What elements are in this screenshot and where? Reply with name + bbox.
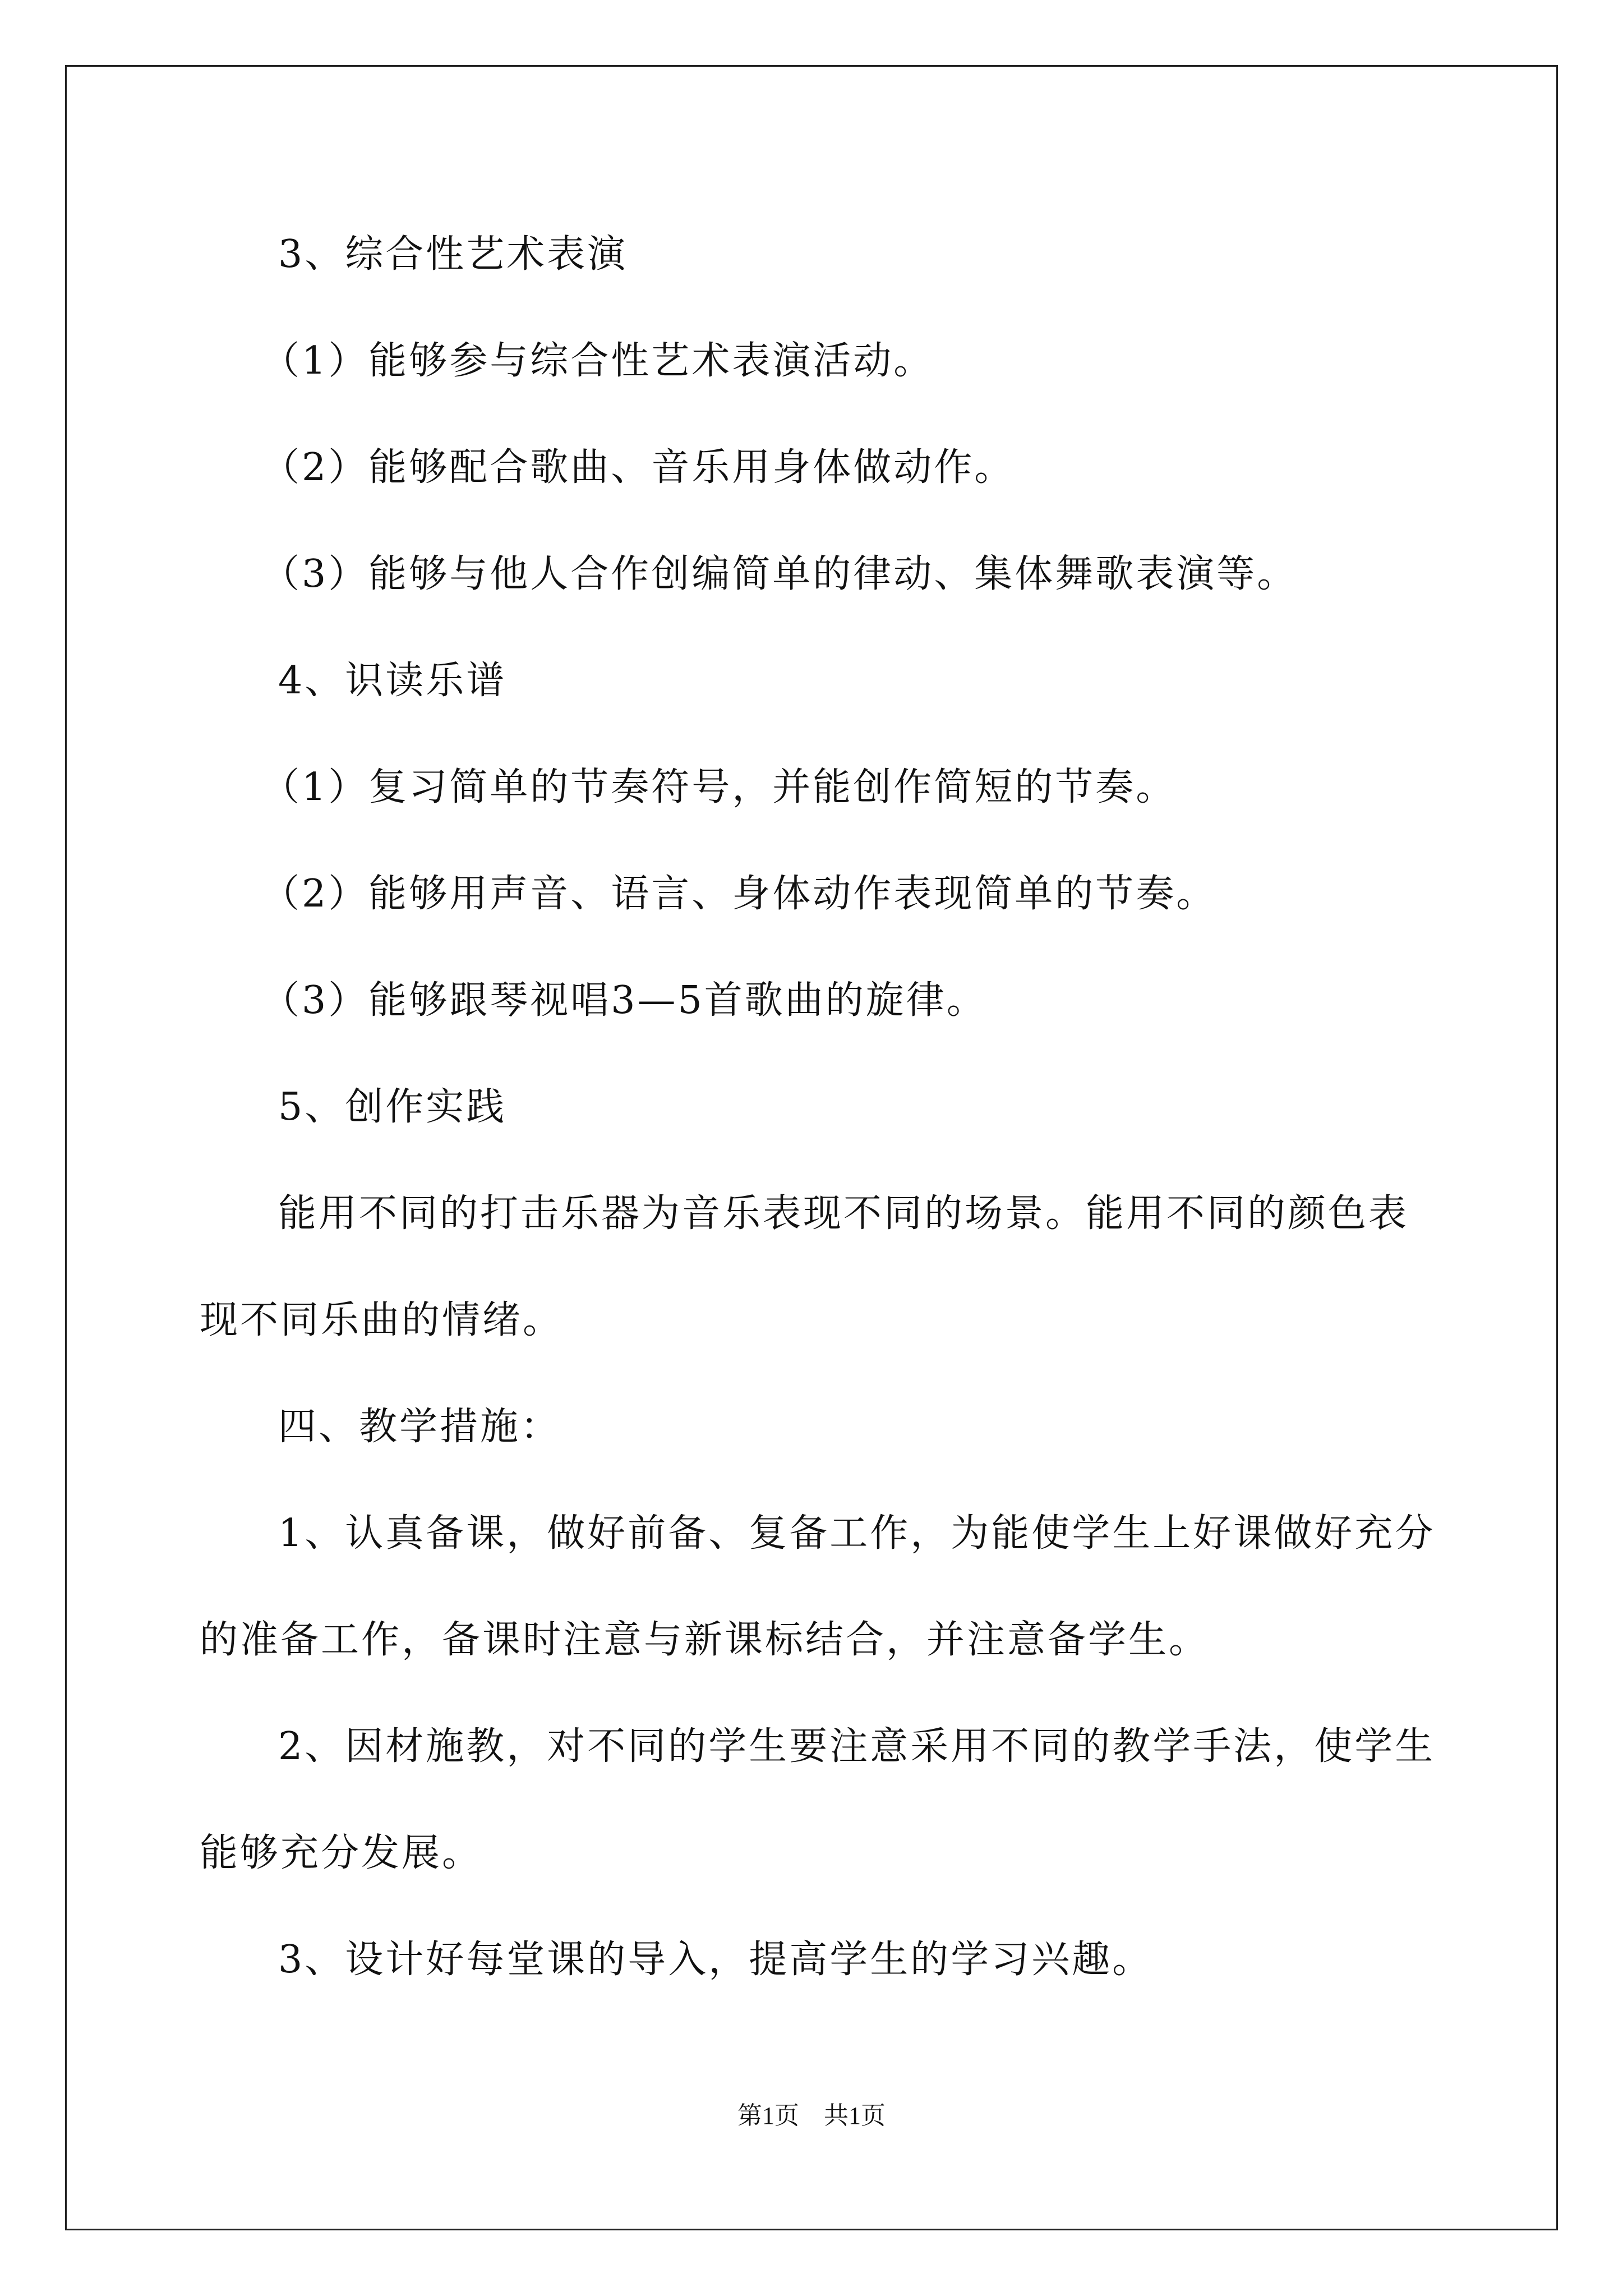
page-border — [65, 65, 1558, 2230]
section-heading-4: 4、识读乐谱 — [278, 659, 507, 703]
paragraph-line: 2、因材施教，对不同的学生要注意采用不同的教学手法，使学生 — [278, 1724, 1436, 1769]
section-heading-3: 3、综合性艺术表演 — [278, 232, 628, 277]
list-item: （2）能够配合歌曲、音乐用身体做动作。 — [261, 445, 1015, 490]
section-heading-measures: 四、教学措施： — [278, 1405, 561, 1449]
list-item: （1）复习简单的节奏符号，并能创作简短的节奏。 — [261, 765, 1177, 809]
paragraph-line: 能够充分发展。 — [200, 1831, 483, 1875]
paragraph-line: 能用不同的打击乐器为音乐表现不同的场景。能用不同的颜色表 — [278, 1191, 1409, 1236]
list-item: （1）能够参与综合性艺术表演活动。 — [261, 339, 934, 383]
list-item: （3）能够跟琴视唱3—5首歌曲的旋律。 — [261, 978, 987, 1023]
paragraph-line: 的准备工作，备课时注意与新课标结合，并注意备学生。 — [200, 1618, 1210, 1662]
paragraph-line: 1、认真备课，做好前备、复备工作，为能使学生上好课做好充分 — [278, 1511, 1436, 1556]
list-item: （2）能够用声音、语言、身体动作表现简单的节奏。 — [261, 872, 1217, 916]
paragraph-line: 3、设计好每堂课的导入，提高学生的学习兴趣。 — [278, 1938, 1153, 1982]
list-item: （3）能够与他人合作创编简单的律动、集体舞歌表演等。 — [261, 552, 1298, 596]
page-footer: 第1页 共1页 — [737, 2102, 886, 2129]
section-heading-5: 5、创作实践 — [278, 1085, 507, 1129]
paragraph-line: 现不同乐曲的情绪。 — [200, 1298, 564, 1342]
